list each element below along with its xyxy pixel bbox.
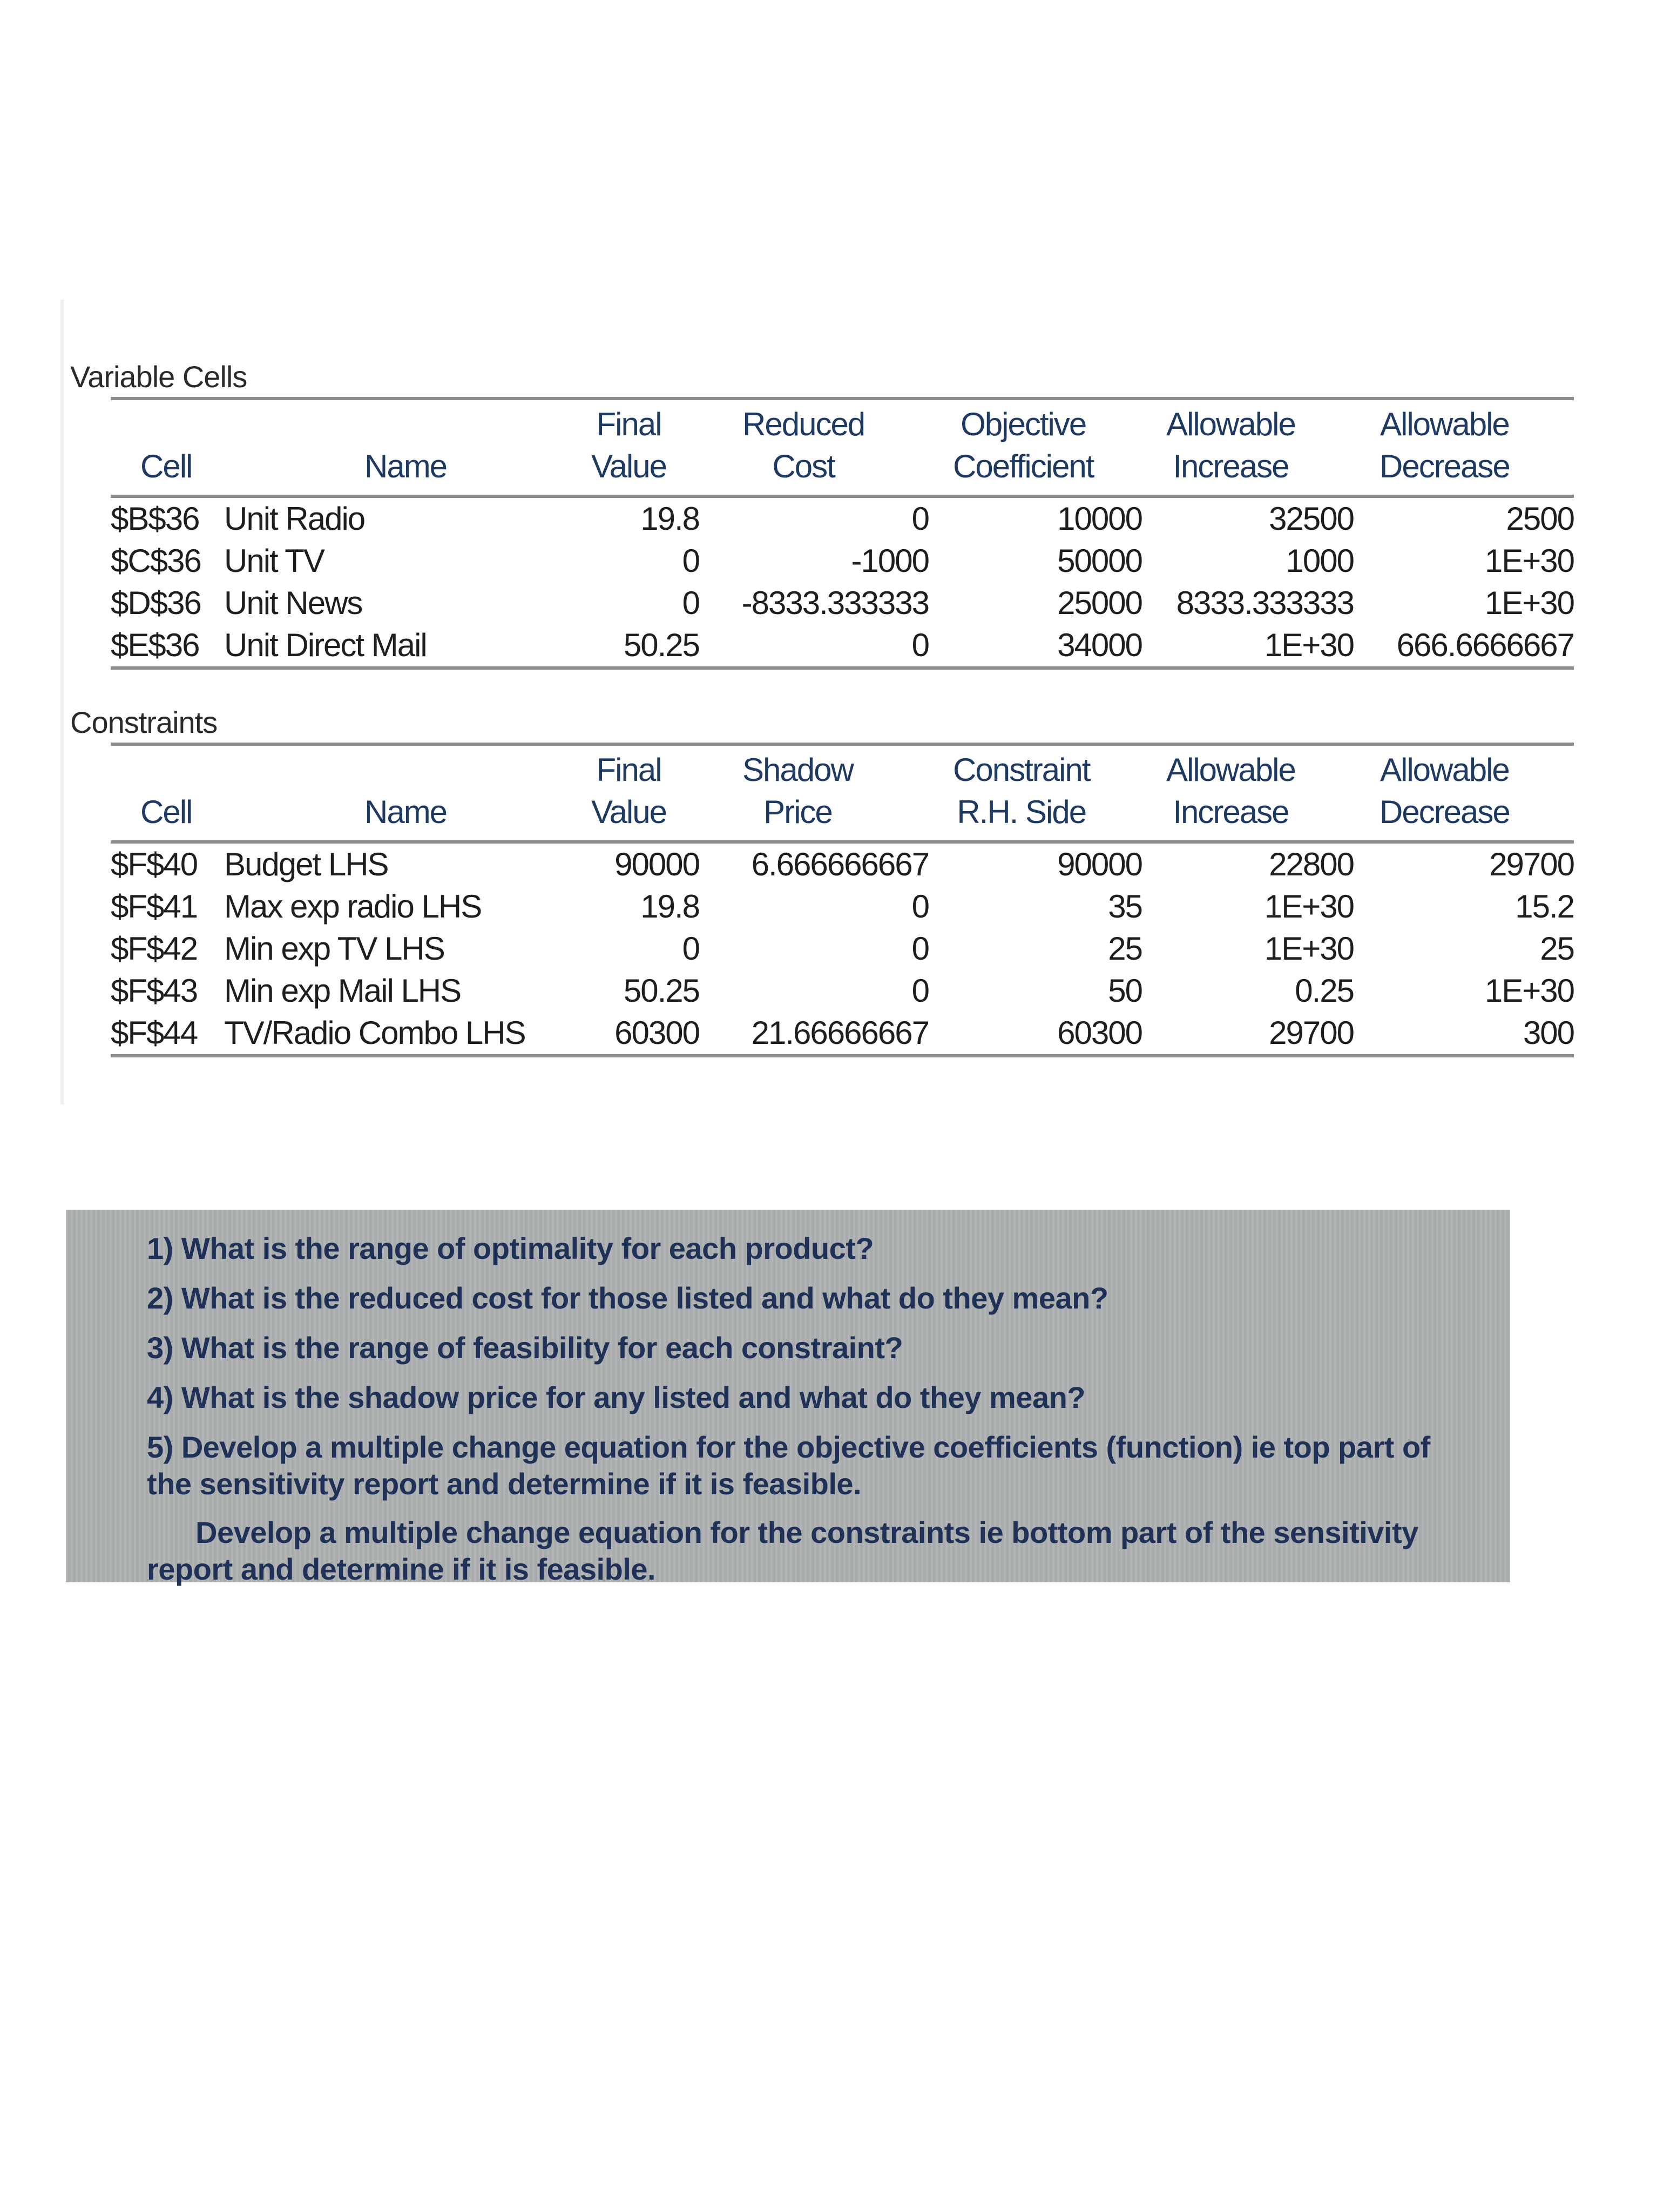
cell-shadow-price: 0 <box>911 930 929 967</box>
col-header-allowable-increase: Allowable Increase <box>1166 406 1295 484</box>
cell-name: Unit TV <box>224 543 324 579</box>
table-row <box>111 844 1574 886</box>
cell-allowable-decrease: 300 <box>1523 1015 1574 1051</box>
table-row <box>111 886 1574 928</box>
table-row <box>111 928 1574 970</box>
col-header-cell: Cell <box>140 794 192 830</box>
col-header-final-value: Final Value <box>591 752 667 830</box>
cell-allowable-increase: 0.25 <box>1295 973 1354 1009</box>
cell-name: Min exp TV LHS <box>224 930 444 967</box>
col-header-cell: Cell <box>140 448 192 484</box>
cell-final-value: 19.8 <box>640 888 699 925</box>
cell-ref: $F$43 <box>111 973 198 1009</box>
cell-reduced-cost: -8333.333333 <box>741 585 929 621</box>
question-1: 1) What is the range of optimality for each product? <box>147 1231 874 1265</box>
cell-constraint-rh-side: 35 <box>1108 888 1142 925</box>
cell-shadow-price: 0 <box>911 888 929 925</box>
table-row <box>111 540 1574 582</box>
cell-name: Unit Direct Mail <box>224 627 427 663</box>
cell-objective-coefficient: 25000 <box>1057 585 1142 621</box>
cell-final-value: 0 <box>682 930 699 967</box>
cell-final-value: 60300 <box>614 1015 699 1051</box>
cell-constraint-rh-side: 25 <box>1108 930 1142 967</box>
col-header-allowable-increase: Allowable Increase <box>1166 752 1295 830</box>
cell-shadow-price: 6.666666667 <box>751 846 929 882</box>
table-row <box>111 624 1574 666</box>
table-bottom-rule <box>111 1054 1574 1057</box>
cell-allowable-decrease: 1E+30 <box>1484 543 1574 579</box>
cell-allowable-increase: 29700 <box>1269 1015 1354 1051</box>
cell-allowable-decrease: 29700 <box>1489 846 1574 882</box>
cell-final-value: 90000 <box>614 846 699 882</box>
table-row <box>111 1012 1574 1054</box>
variable-cells-header <box>111 400 1574 498</box>
cell-name: TV/Radio Combo LHS <box>224 1015 525 1051</box>
question-2: 2) What is the reduced cost for those listed and what do they mean? <box>147 1281 1108 1315</box>
cell-final-value: 0 <box>682 585 699 621</box>
cell-constraint-rh-side: 60300 <box>1057 1015 1142 1051</box>
col-header-name: Name <box>364 448 447 484</box>
col-header-final-value: Final Value <box>591 406 667 484</box>
cell-objective-coefficient: 50000 <box>1057 543 1142 579</box>
cell-reduced-cost: 0 <box>911 501 929 537</box>
col-header-shadow-price: Shadow Price <box>742 752 853 830</box>
cell-allowable-increase: 32500 <box>1269 501 1354 537</box>
cell-constraint-rh-side: 90000 <box>1057 846 1142 882</box>
cell-allowable-decrease: 2500 <box>1506 501 1574 537</box>
table-row <box>111 582 1574 624</box>
question-5-part-b: Develop a multiple change equation for the constraints ie bottom part of the sensitivity report and determine if it is feasible. <box>147 1515 1418 1586</box>
constraints-header <box>111 746 1574 844</box>
col-header-objective-coefficient: Objective Coefficient <box>953 406 1094 484</box>
cell-ref: $B$36 <box>111 501 199 537</box>
cell-final-value: 0 <box>682 543 699 579</box>
cell-allowable-increase: 22800 <box>1269 846 1354 882</box>
table-bottom-rule <box>111 666 1574 670</box>
cell-constraint-rh-side: 50 <box>1108 973 1142 1009</box>
cell-name: Budget LHS <box>224 846 388 882</box>
col-header-reduced-cost: Reduced Cost <box>742 406 865 484</box>
cell-objective-coefficient: 10000 <box>1057 501 1142 537</box>
cell-allowable-increase: 1E+30 <box>1264 888 1354 925</box>
constraints-title: Constraints <box>70 705 218 739</box>
screen-edge <box>60 300 64 1104</box>
cell-final-value: 50.25 <box>623 627 699 663</box>
col-header-constraint-rh-side: Constraint R.H. Side <box>953 752 1090 830</box>
cell-name: Unit News <box>224 585 362 621</box>
cell-name: Max exp radio LHS <box>224 888 482 925</box>
cell-name: Unit Radio <box>224 501 365 537</box>
cell-allowable-decrease: 25 <box>1540 930 1574 967</box>
cell-reduced-cost: -1000 <box>851 543 929 579</box>
cell-ref: $F$42 <box>111 930 198 967</box>
col-header-allowable-decrease: Allowable Decrease <box>1380 752 1510 830</box>
cell-shadow-price: 0 <box>911 973 929 1009</box>
cell-final-value: 50.25 <box>623 973 699 1009</box>
cell-allowable-increase: 1000 <box>1286 543 1354 579</box>
col-header-allowable-decrease: Allowable Decrease <box>1380 406 1510 484</box>
cell-allowable-decrease: 666.6666667 <box>1396 627 1574 663</box>
variable-cells-title: Variable Cells <box>70 360 247 394</box>
question-3: 3) What is the range of feasibility for each constraint? <box>147 1331 903 1365</box>
col-header-name: Name <box>364 794 447 830</box>
table-row <box>111 970 1574 1012</box>
cell-ref: $F$44 <box>111 1015 198 1051</box>
question-4: 4) What is the shadow price for any listed and what do they mean? <box>147 1380 1086 1414</box>
cell-shadow-price: 21.66666667 <box>751 1015 929 1051</box>
cell-allowable-increase: 8333.333333 <box>1176 585 1354 621</box>
cell-allowable-decrease: 1E+30 <box>1484 585 1574 621</box>
cell-ref: $F$40 <box>111 846 198 882</box>
cell-reduced-cost: 0 <box>911 627 929 663</box>
question-5: 5) Develop a multiple change equation for the objective coefficients (function) ie top part of the sensitivity report and determine if it is feasible. <box>147 1430 1430 1501</box>
constraints-table <box>111 743 1574 1057</box>
cell-ref: $F$41 <box>111 888 198 925</box>
cell-ref: $E$36 <box>111 627 199 663</box>
cell-final-value: 19.8 <box>640 501 699 537</box>
cell-allowable-increase: 1E+30 <box>1264 627 1354 663</box>
cell-allowable-decrease: 1E+30 <box>1484 973 1574 1009</box>
cell-ref: $D$36 <box>111 585 201 621</box>
variable-cells-table <box>111 397 1574 670</box>
questions-panel <box>66 1210 1510 1586</box>
cell-allowable-increase: 1E+30 <box>1264 930 1354 967</box>
cell-objective-coefficient: 34000 <box>1057 627 1142 663</box>
table-row <box>111 498 1574 540</box>
cell-allowable-decrease: 15.2 <box>1515 888 1574 925</box>
cell-name: Min exp Mail LHS <box>224 973 461 1009</box>
cell-ref: $C$36 <box>111 543 201 579</box>
